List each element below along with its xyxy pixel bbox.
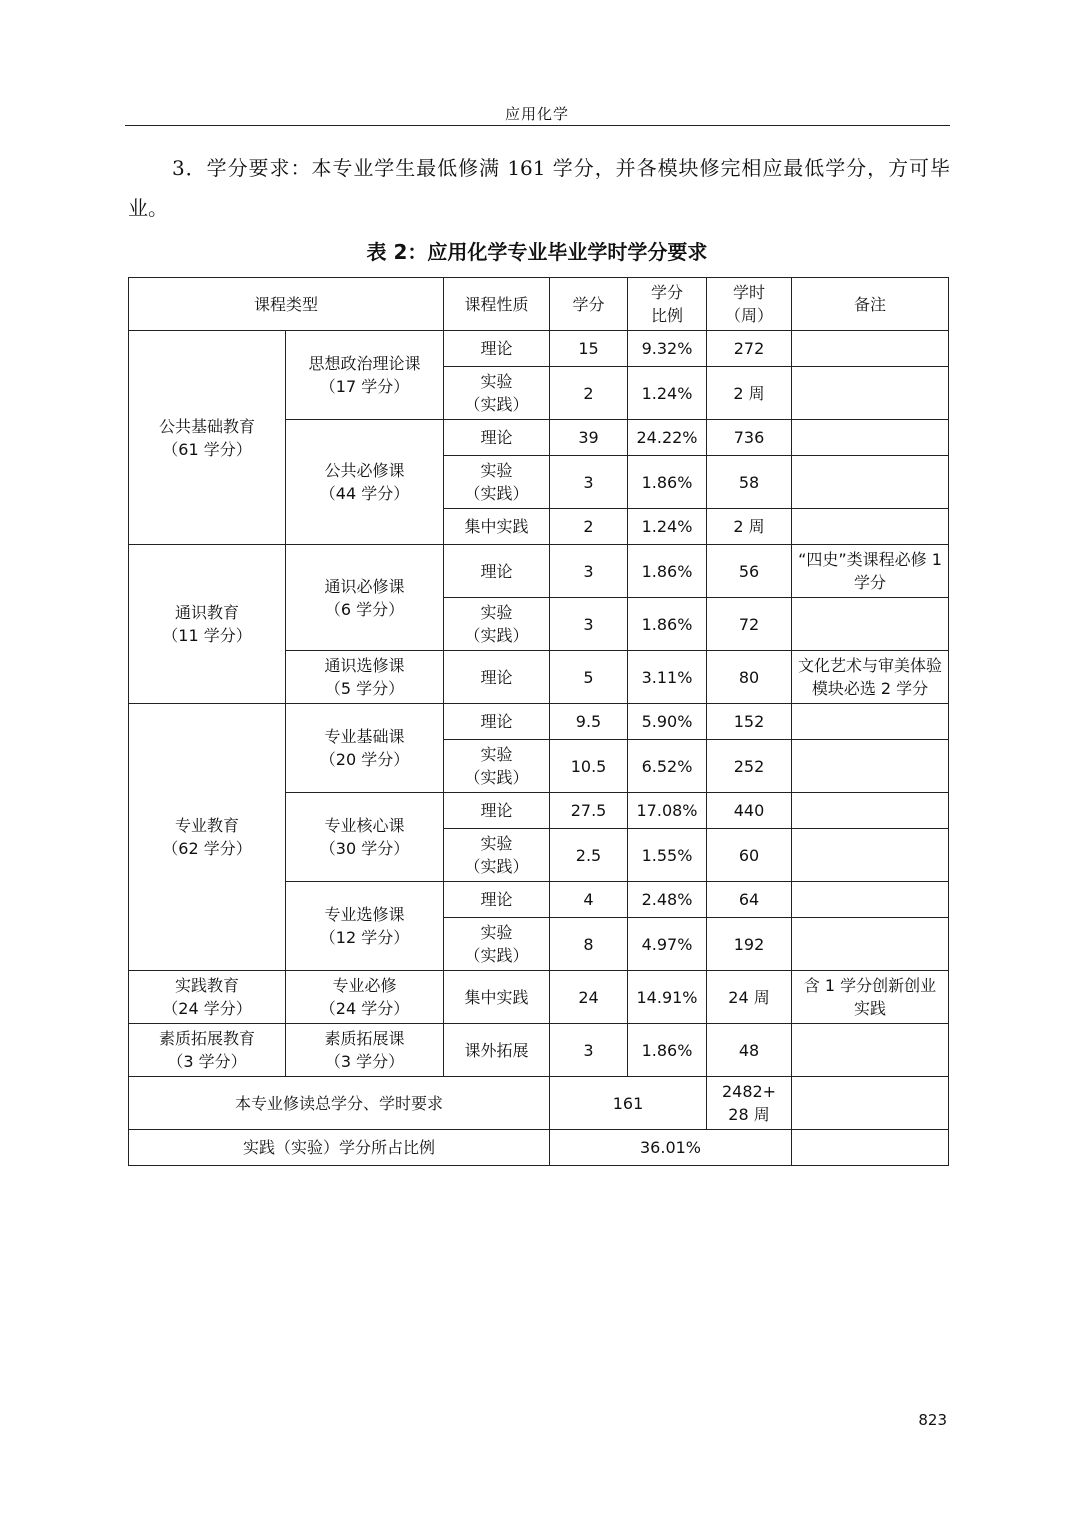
cell-notes — [792, 509, 949, 545]
table-row — [129, 1024, 949, 1077]
cell-ratio: 1.55% — [628, 829, 707, 882]
cell-credits: 27.5 — [550, 793, 628, 829]
group-public: 公共基础教育 （61 学分） — [129, 331, 286, 545]
cell-hours: 272 — [707, 331, 792, 367]
subgroup-ideology: 思想政治理论课 （17 学分） — [286, 331, 444, 420]
subgroup-major-basic: 专业基础课 （20 学分） — [286, 704, 444, 793]
cell-nature: 实验 （实践） — [444, 829, 550, 882]
cell-hours: 58 — [707, 456, 792, 509]
cell-nature: 理论 — [444, 545, 550, 598]
total-label: 本专业修读总学分、学时要求 — [129, 1077, 550, 1130]
cell-notes — [792, 598, 949, 651]
subgroup-quality-course: 素质拓展课 （3 学分） — [286, 1024, 444, 1077]
group-quality: 素质拓展教育 （3 学分） — [129, 1024, 286, 1077]
cell-hours: 252 — [707, 740, 792, 793]
table-row — [129, 331, 949, 367]
cell-ratio: 24.22% — [628, 420, 707, 456]
cell-hours: 64 — [707, 882, 792, 918]
cell-hours: 192 — [707, 918, 792, 971]
header-course-type: 课程类型 — [129, 278, 444, 331]
page-number: 823 — [918, 1411, 947, 1429]
table-caption: 表 2：应用化学专业毕业学时学分要求 — [366, 240, 708, 264]
group-general: 通识教育 （11 学分） — [129, 545, 286, 704]
cell-hours: 2 周 — [707, 367, 792, 420]
cell-credits: 5 — [550, 651, 628, 704]
cell-nature: 集中实践 — [444, 509, 550, 545]
cell-ratio: 4.97% — [628, 918, 707, 971]
cell-credits: 3 — [550, 545, 628, 598]
cell-nature: 理论 — [444, 420, 550, 456]
cell-ratio: 1.86% — [628, 1024, 707, 1077]
practice-ratio-label: 实践（实验）学分所占比例 — [129, 1130, 550, 1166]
header-credits: 学分 — [550, 278, 628, 331]
cell-hours: 152 — [707, 704, 792, 740]
table-row — [129, 971, 949, 1024]
cell-hours: 72 — [707, 598, 792, 651]
cell-nature: 理论 — [444, 704, 550, 740]
cell-credits: 2.5 — [550, 829, 628, 882]
cell-nature: 课外拓展 — [444, 1024, 550, 1077]
total-notes — [792, 1077, 949, 1130]
cell-nature: 实验 （实践） — [444, 918, 550, 971]
cell-notes — [792, 882, 949, 918]
intro-paragraph: 3．学分要求：本专业学生最低修满 161 学分，并各模块修完相应最低学分，方可毕业。 — [128, 156, 950, 220]
cell-credits: 2 — [550, 509, 628, 545]
cell-ratio: 14.91% — [628, 971, 707, 1024]
cell-notes — [792, 740, 949, 793]
cell-ratio: 1.24% — [628, 367, 707, 420]
cell-hours: 24 周 — [707, 971, 792, 1024]
cell-nature: 理论 — [444, 651, 550, 704]
cell-ratio: 1.86% — [628, 545, 707, 598]
cell-nature: 理论 — [444, 793, 550, 829]
cell-notes — [792, 918, 949, 971]
cell-credits: 8 — [550, 918, 628, 971]
cell-notes — [792, 1024, 949, 1077]
subgroup-major-elective: 专业选修课 （12 学分） — [286, 882, 444, 971]
cell-ratio: 1.86% — [628, 598, 707, 651]
cell-hours: 56 — [707, 545, 792, 598]
header-ratio: 学分 比例 — [628, 278, 707, 331]
cell-hours: 2 周 — [707, 509, 792, 545]
running-header-title: 应用化学 — [504, 105, 569, 123]
cell-ratio: 3.11% — [628, 651, 707, 704]
credits-table — [128, 277, 949, 1166]
cell-notes — [792, 456, 949, 509]
table-row — [129, 704, 949, 740]
cell-ratio: 6.52% — [628, 740, 707, 793]
cell-ratio: 5.90% — [628, 704, 707, 740]
cell-notes — [792, 829, 949, 882]
practice-ratio-row — [129, 1130, 949, 1166]
cell-nature: 实验 （实践） — [444, 367, 550, 420]
cell-credits: 9.5 — [550, 704, 628, 740]
cell-notes — [792, 331, 949, 367]
header-hours: 学时 （周） — [707, 278, 792, 331]
cell-ratio: 2.48% — [628, 882, 707, 918]
cell-hours: 48 — [707, 1024, 792, 1077]
table-row — [129, 545, 949, 598]
table-header-row — [129, 278, 949, 331]
cell-notes — [792, 367, 949, 420]
total-row — [129, 1077, 949, 1130]
cell-notes: 文化艺术与审美体验模块必选 2 学分 — [792, 651, 949, 704]
cell-nature: 理论 — [444, 882, 550, 918]
group-practice: 实践教育 （24 学分） — [129, 971, 286, 1024]
total-hours: 2482+ 28 周 — [707, 1077, 792, 1130]
cell-credits: 10.5 — [550, 740, 628, 793]
subgroup-general-required: 通识必修课 （6 学分） — [286, 545, 444, 651]
cell-notes: “四史”类课程必修 1 学分 — [792, 545, 949, 598]
cell-notes: 含 1 学分创新创业实践 — [792, 971, 949, 1024]
cell-credits: 39 — [550, 420, 628, 456]
cell-nature: 实验 （实践） — [444, 740, 550, 793]
practice-ratio-notes — [792, 1130, 949, 1166]
cell-nature: 实验 （实践） — [444, 456, 550, 509]
cell-nature: 理论 — [444, 331, 550, 367]
cell-hours: 60 — [707, 829, 792, 882]
cell-ratio: 9.32% — [628, 331, 707, 367]
cell-nature: 实验 （实践） — [444, 598, 550, 651]
cell-credits: 4 — [550, 882, 628, 918]
subgroup-major-core: 专业核心课 （30 学分） — [286, 793, 444, 882]
header-rule — [125, 125, 950, 126]
header-nature: 课程性质 — [444, 278, 550, 331]
cell-hours: 80 — [707, 651, 792, 704]
group-major: 专业教育 （62 学分） — [129, 704, 286, 971]
cell-credits: 3 — [550, 598, 628, 651]
cell-credits: 3 — [550, 1024, 628, 1077]
practice-ratio-value: 36.01% — [550, 1130, 792, 1166]
cell-hours: 440 — [707, 793, 792, 829]
total-credits: 161 — [550, 1077, 707, 1130]
cell-notes — [792, 420, 949, 456]
cell-notes — [792, 793, 949, 829]
cell-hours: 736 — [707, 420, 792, 456]
cell-credits: 3 — [550, 456, 628, 509]
cell-credits: 2 — [550, 367, 628, 420]
subgroup-major-required: 专业必修 （24 学分） — [286, 971, 444, 1024]
subgroup-general-elective: 通识选修课 （5 学分） — [286, 651, 444, 704]
subgroup-public-required: 公共必修课 （44 学分） — [286, 420, 444, 545]
header-notes: 备注 — [792, 278, 949, 331]
cell-notes — [792, 704, 949, 740]
cell-nature: 集中实践 — [444, 971, 550, 1024]
cell-credits: 24 — [550, 971, 628, 1024]
cell-ratio: 1.86% — [628, 456, 707, 509]
cell-credits: 15 — [550, 331, 628, 367]
cell-ratio: 1.24% — [628, 509, 707, 545]
cell-ratio: 17.08% — [628, 793, 707, 829]
